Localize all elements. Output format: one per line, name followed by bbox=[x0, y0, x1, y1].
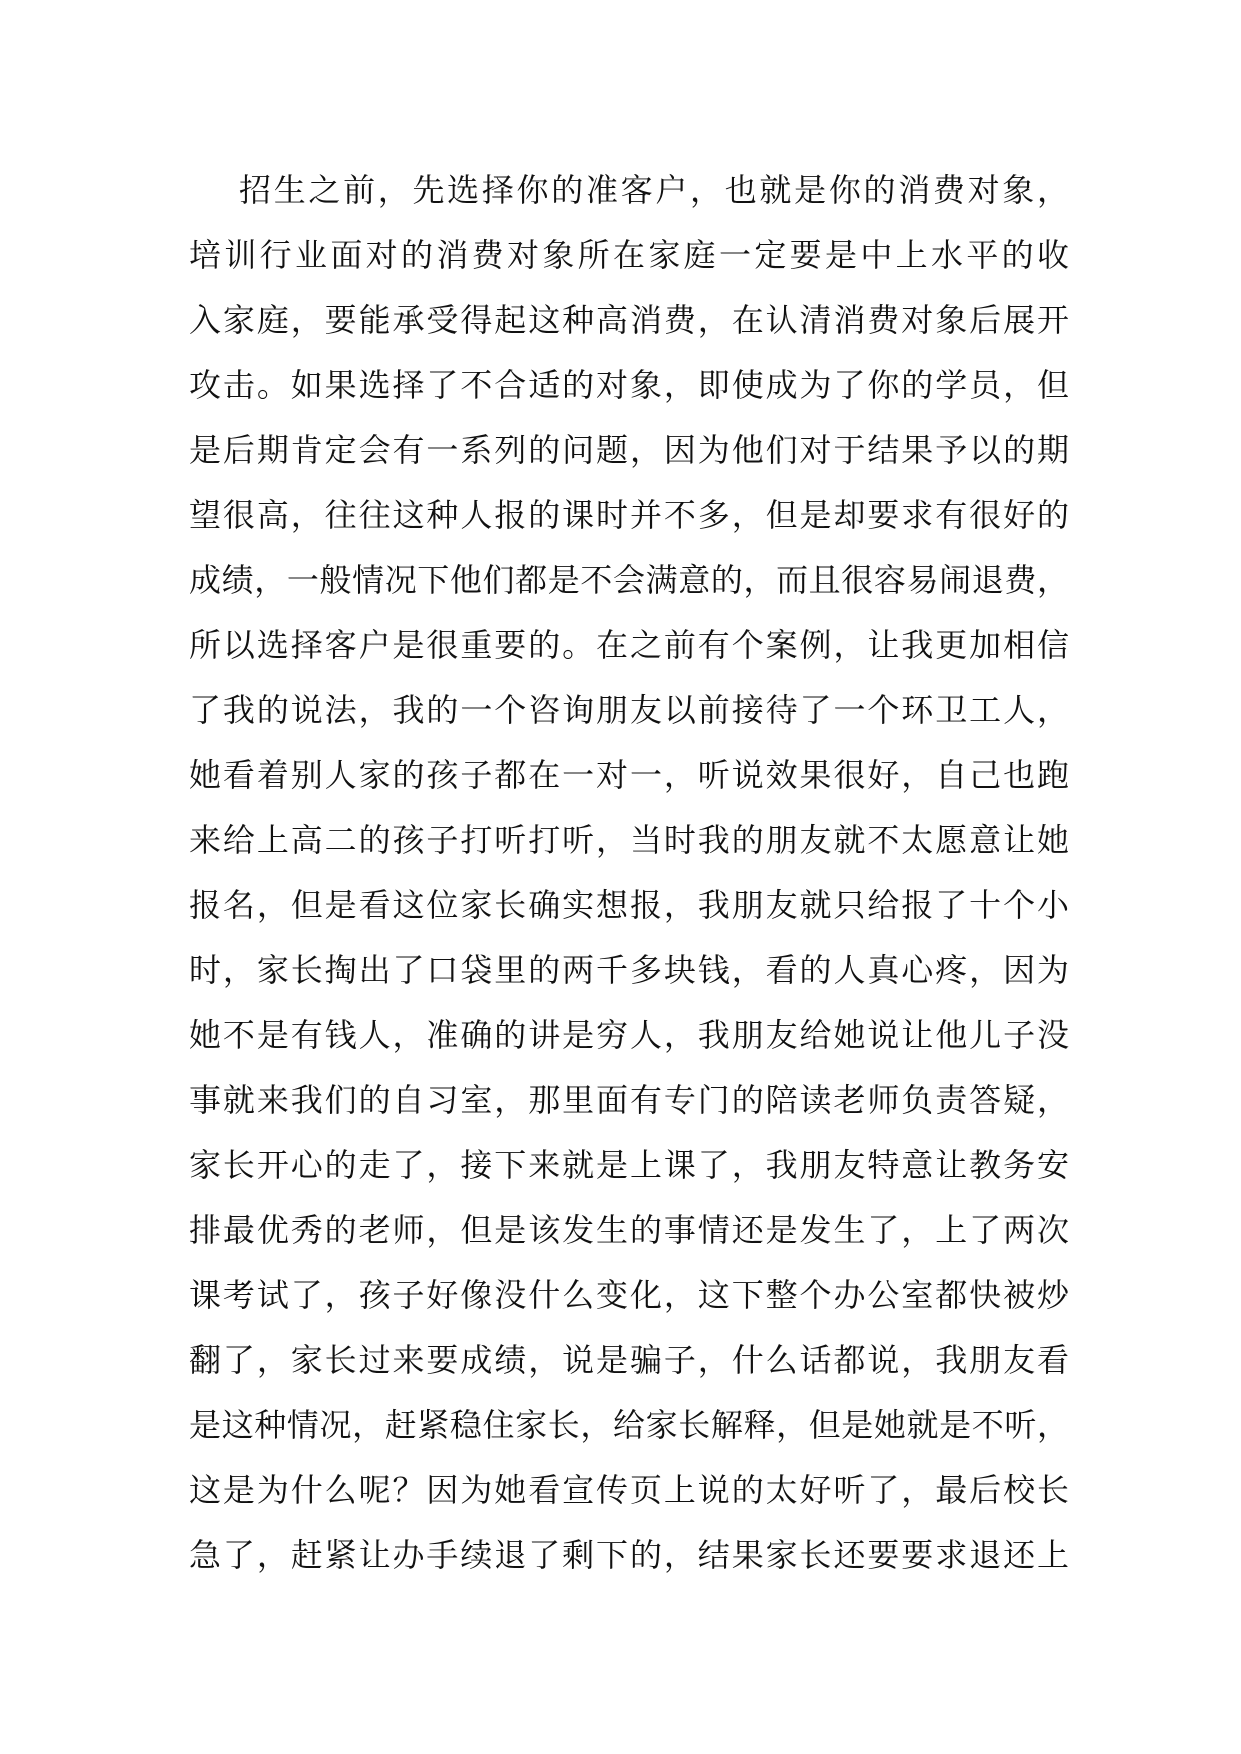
text-line: 课考试了，孩子好像没什么变化，这下整个办公室都快被炒 bbox=[189, 1276, 1069, 1314]
text-line: 攻击。如果选择了不合适的对象，即使成为了你的学员，但 bbox=[189, 366, 1069, 404]
text-line: 排最优秀的老师，但是该发生的事情还是发生了，上了两次 bbox=[189, 1211, 1069, 1249]
text-line: 家长开心的走了，接下来就是上课了，我朋友特意让教务安 bbox=[189, 1146, 1069, 1184]
text-line: 望很高，往往这种人报的课时并不多，但是却要求有很好的 bbox=[189, 496, 1069, 534]
text-line: 翻了，家长过来要成绩，说是骗子，什么话都说，我朋友看 bbox=[189, 1341, 1069, 1379]
text-line: 事就来我们的自习室，那里面有专门的陪读老师负责答疑， bbox=[189, 1081, 1069, 1119]
text-line: 是后期肯定会有一系列的问题，因为他们对于结果予以的期 bbox=[189, 431, 1069, 469]
text-line: 时，家长掏出了口袋里的两千多块钱，看的人真心疼，因为 bbox=[189, 951, 1069, 989]
text-line: 报名，但是看这位家长确实想报，我朋友就只给报了十个小 bbox=[189, 886, 1069, 924]
text-line: 是这种情况，赶紧稳住家长，给家长解释，但是她就是不听， bbox=[189, 1406, 1069, 1444]
text-line: 这是为什么呢？因为她看宣传页上说的太好听了，最后校长 bbox=[189, 1471, 1069, 1509]
text-line: 她看着别人家的孩子都在一对一，听说效果很好，自己也跑 bbox=[189, 756, 1069, 794]
text-line: 招生之前，先选择你的准客户，也就是你的消费对象， bbox=[239, 171, 1069, 209]
text-line: 所以选择客户是很重要的。在之前有个案例，让我更加相信 bbox=[189, 626, 1069, 664]
text-line: 她不是有钱人，准确的讲是穷人，我朋友给她说让他儿子没 bbox=[189, 1016, 1069, 1054]
text-line: 入家庭，要能承受得起这种高消费，在认清消费对象后展开 bbox=[189, 301, 1069, 339]
body-paragraph bbox=[189, 158, 1069, 1588]
text-line: 培训行业面对的消费对象所在家庭一定要是中上水平的收 bbox=[189, 236, 1069, 274]
text-line: 了我的说法，我的一个咨询朋友以前接待了一个环卫工人， bbox=[189, 691, 1069, 729]
text-line: 急了，赶紧让办手续退了剩下的，结果家长还要要求退还上 bbox=[189, 1536, 1069, 1574]
text-line: 成绩，一般情况下他们都是不会满意的，而且很容易闹退费， bbox=[189, 561, 1069, 599]
text-line: 来给上高二的孩子打听打听，当时我的朋友就不太愿意让她 bbox=[189, 821, 1069, 859]
